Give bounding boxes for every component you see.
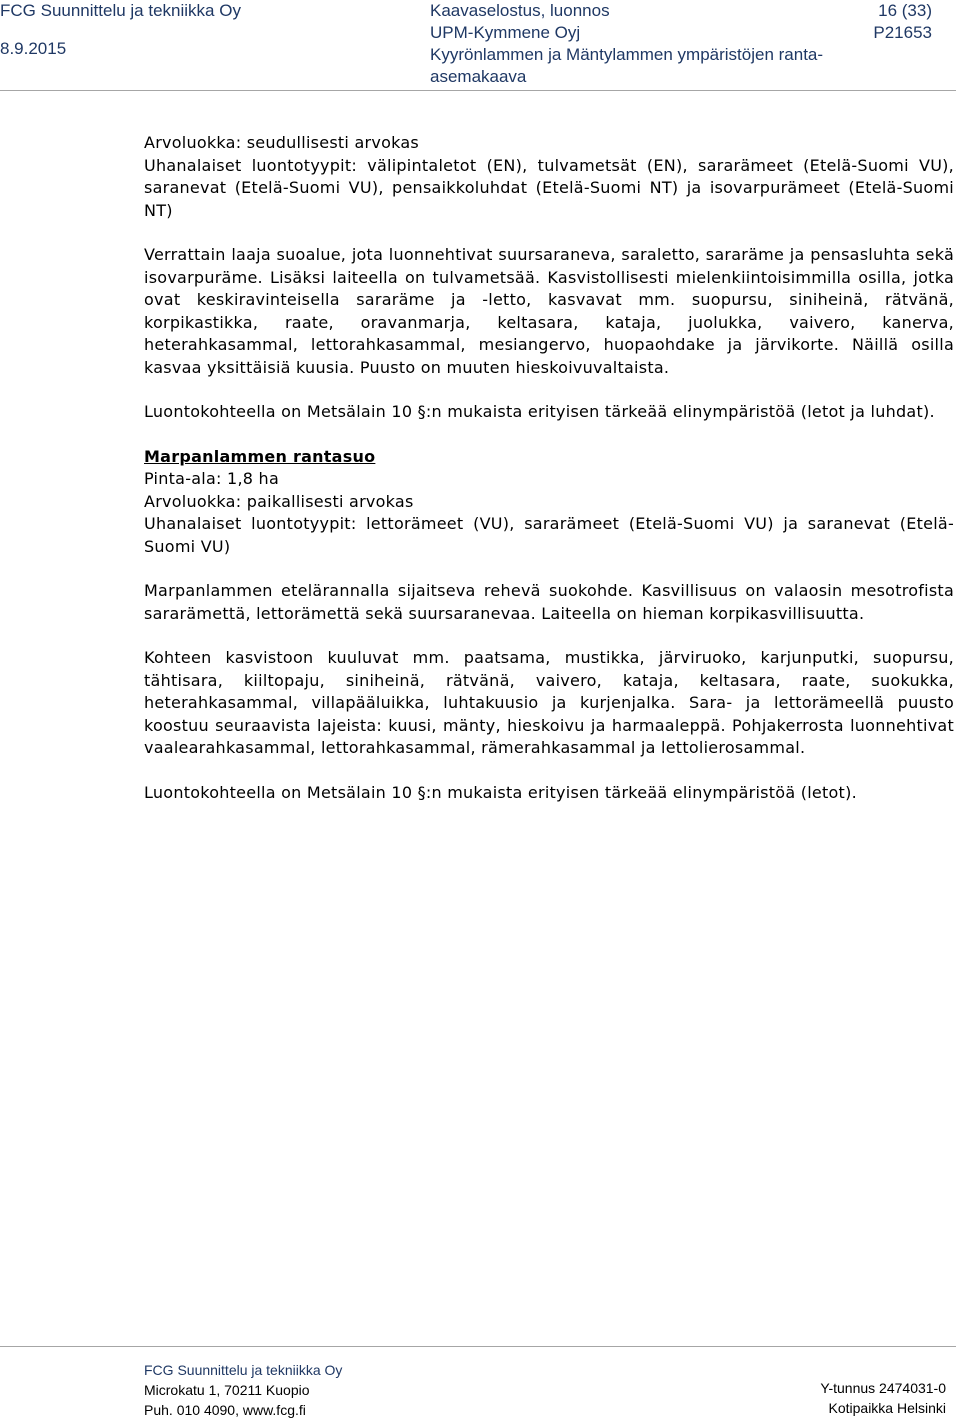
- document-type: Kaavaselostus, luonnos: [430, 1, 610, 20]
- forest-act-paragraph: Luontokohteella on Metsälain 10 §:n mukaista erityisen tärkeää elinympäristöä (letot ja luhdat).: [144, 402, 935, 421]
- page-number: 16 (33): [878, 1, 932, 20]
- footer-contact: [144, 1360, 342, 1420]
- document-info: [430, 0, 900, 88]
- forest-act-paragraph-2: Luontokohteella on Metsälain 10 §:n mukaista erityisen tärkeää elinympäristöä (letot).: [144, 782, 857, 802]
- footer-business-id: Y-tunnus 2474031-0: [820, 1380, 946, 1396]
- footer-registration: [820, 1378, 946, 1418]
- client-name: UPM-Kymmene Oyj: [430, 23, 581, 42]
- description-paragraph: Verrattain laaja suoalue, jota luonnehtivat suursaraneva, saraletto, sararäme ja pensasluhta sekä isovarpuräme. Lisäksi laiteella on tulvametsää. Kasvistollisesti mielenkiintoisimmilla osilla, jotka ovat keskiravinteisella sararäme ja -letto, kasvavat mm. suopursu, siniheinä, rätvänä, korpikastikka, raate, oravanmarja, keltasara, kataja, juolukka, vaivero, kanerva, heterahkasammal, lettorahkasammal, mesiangervo, huopaohdake ja järvikorte. Näillä osilla kasvaa yksittäisiä kuusia. Puusto on muuten hieskoivuvaltaista.: [144, 245, 954, 377]
- document-date: 8.9.2015: [0, 39, 67, 58]
- page-info: [873, 0, 932, 44]
- endangered-habitats-line-2: Uhanalaiset luontotyypit: lettorämeet (VU), sararämeet (Etelä-Suomi VU) ja saranevat (Etelä-Suomi VU): [144, 514, 954, 556]
- section-heading: Marpanlammen rantasuo: [144, 446, 376, 466]
- company-name: FCG Suunnittelu ja tekniikka Oy: [0, 1, 241, 20]
- document-body: [144, 132, 954, 804]
- footer-domicile: Kotipaikka Helsinki: [828, 1400, 946, 1416]
- header-divider: [0, 90, 956, 91]
- endangered-habitats-line: Uhanalaiset luontotyypit: välipintaletot (EN), tulvametsät (EN), sararämeet (Etelä-Suomi VU), saranevat (Etelä-Suomi VU), pensaikkoluhdat (Etelä-Suomi NT) ja isovarpurämeet (Etelä-Suomi NT): [144, 155, 954, 220]
- footer-address: Microkatu 1, 70211 Kuopio: [144, 1382, 310, 1398]
- footer-org: FCG Suunnittelu ja tekniikka Oy: [144, 1362, 343, 1378]
- project-title-line-2: asemakaava: [430, 67, 527, 86]
- site-description-paragraph: Marpanlammen etelärannalla sijaitseva rehevä suokohde. Kasvillisuus on valaosin mesotrofista sararämettä, lettorämettä sekä suursaranevaa. Laiteella on hieman korpikasvillisuutta.: [144, 581, 954, 623]
- value-class-line-2: Arvoluokka: paikallisesti arvokas: [144, 491, 414, 511]
- area-line: Pinta-ala: 1,8 ha: [144, 469, 279, 488]
- footer-divider: [0, 1346, 956, 1347]
- flora-paragraph: Kohteen kasvistoon kuuluvat mm. paatsama, mustikka, järviruoko, karjunputki, suopursu, tähtisara, kiiltopaju, siniheinä, rätvänä, vaivero, kataja, keltasara, raate, suokukka, heterahkasammal, villapääluikka, luhtakuusio ja kurjenjalka. Sara- ja lettorämeellä puusto koostuu seuraavista lajeista: kuusi, mänty, hieskoivu ja harmaaleppä. Pohjakerrosta luonnehtivat vaalearahkasammal, lettorahkasammal, rämerahkasammal ja lettolierosammal.: [144, 648, 954, 757]
- footer-phone-web: Puh. 010 4090, www.fcg.fi: [144, 1402, 306, 1418]
- project-number: P21653: [873, 23, 932, 42]
- project-title-line-1: Kyyrönlammen ja Mäntylammen ympäristöjen ranta-: [430, 45, 824, 64]
- value-class-line: Arvoluokka: seudullisesti arvokas: [144, 133, 419, 152]
